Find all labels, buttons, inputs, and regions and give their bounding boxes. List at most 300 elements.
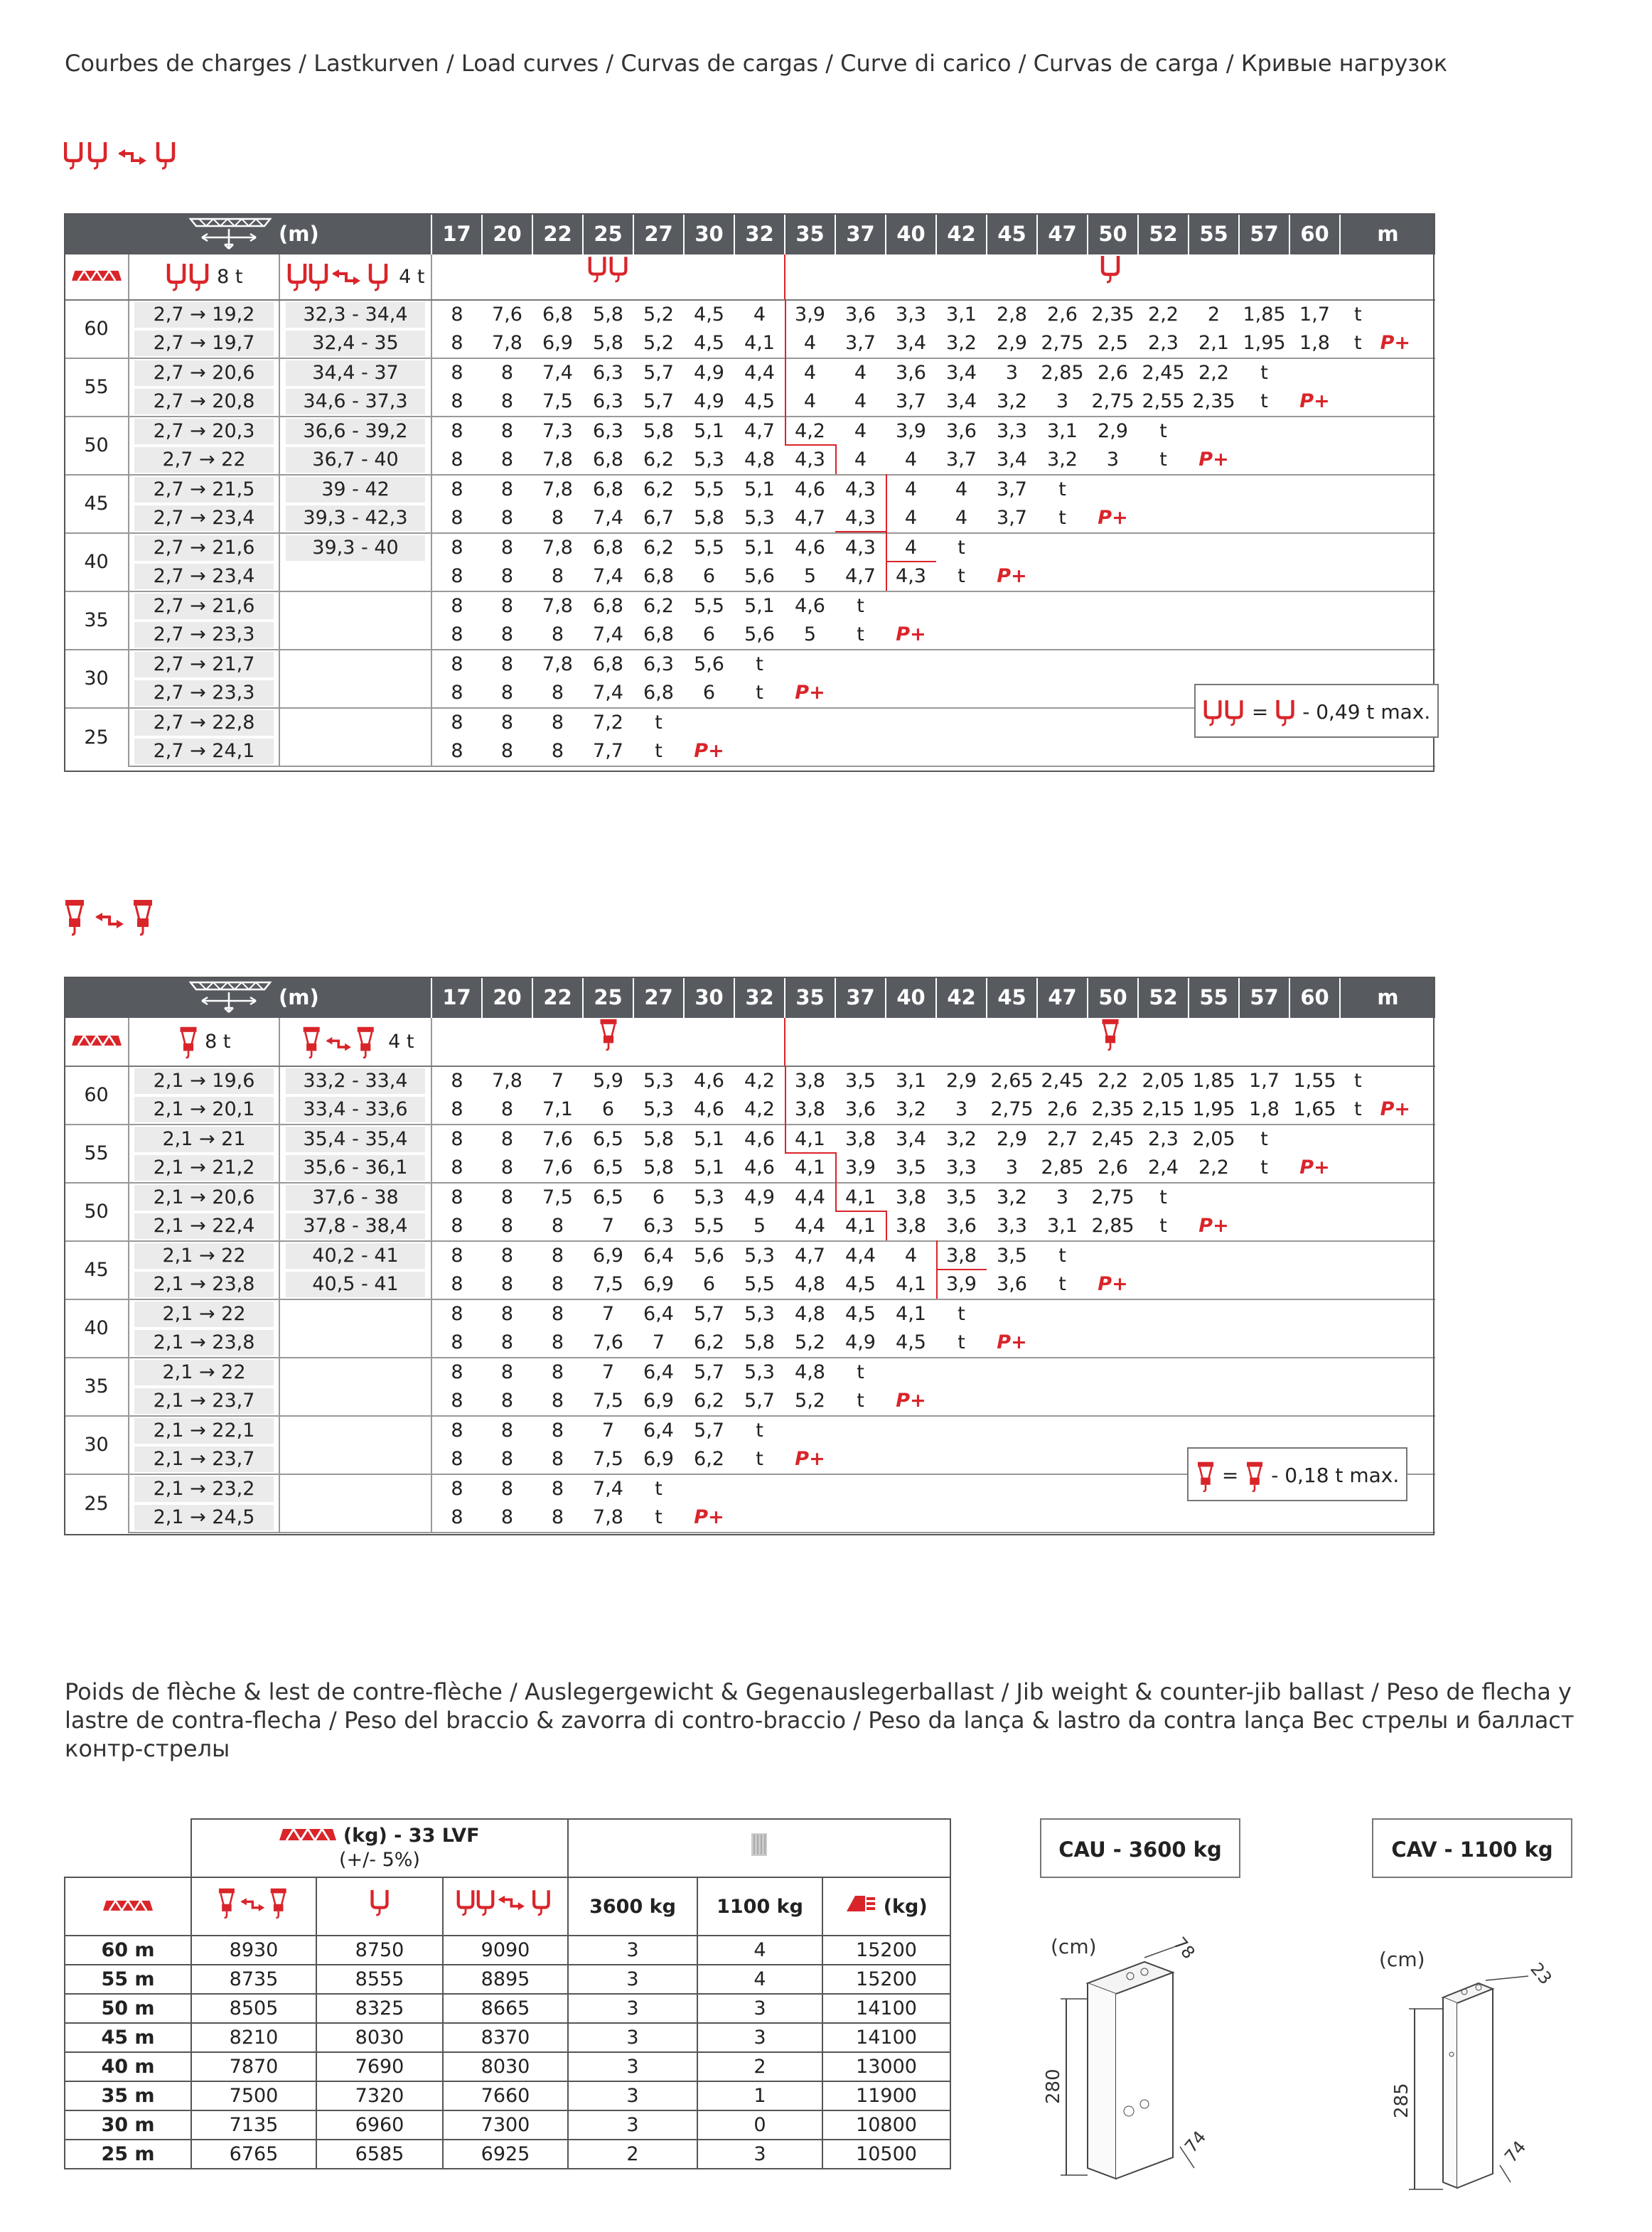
load-value: 8	[431, 1299, 482, 1329]
empty-cell	[1138, 562, 1189, 591]
load-value: 5,7	[684, 1416, 734, 1445]
table-row	[65, 650, 1435, 679]
load-value: 8	[451, 507, 463, 529]
empty-cell	[1138, 1474, 1189, 1503]
unit-m: m	[1340, 213, 1435, 254]
changeover-range-cell	[279, 1358, 431, 1387]
empty-cell	[1037, 1474, 1088, 1503]
load-value: 8	[431, 1416, 482, 1445]
load-value: 6,8	[643, 623, 674, 645]
table-row	[65, 621, 1435, 650]
power-plus-icon: P+	[1299, 1157, 1330, 1179]
load-value: 3,6	[936, 417, 987, 446]
empty-cell	[835, 708, 886, 737]
empty-cell	[987, 1474, 1037, 1503]
unit-t: t	[734, 1416, 785, 1445]
load-value: 8	[532, 708, 583, 737]
empty-cell	[886, 708, 936, 737]
empty-cell	[936, 621, 987, 650]
load-value: 2,3	[1138, 1125, 1189, 1154]
load-value: 6,8	[643, 682, 674, 704]
table-cell: 10800	[822, 2110, 950, 2140]
table-cell: 6925	[443, 2140, 568, 2169]
load-value: 1,7	[1239, 1066, 1289, 1095]
table-row	[65, 300, 1435, 329]
empty-cell	[1289, 562, 1340, 591]
empty-cell	[1289, 621, 1340, 650]
empty-cell	[1138, 1387, 1189, 1416]
load-value: 3,2	[987, 1183, 1037, 1212]
load-value: 8	[482, 1358, 532, 1387]
load-value: 4,1	[886, 1299, 936, 1329]
unit-t: t	[756, 682, 763, 704]
empty-cell	[1088, 1474, 1138, 1503]
trolley-range-value: 2,1 → 22	[134, 1243, 274, 1269]
load-value: 8	[451, 1215, 463, 1237]
load-value: 6,4	[633, 1416, 684, 1445]
load-value: 7,1	[542, 1098, 573, 1120]
empty-cell	[1289, 446, 1340, 475]
unit-t: t	[1354, 1098, 1362, 1120]
empty-cell	[987, 1387, 1037, 1416]
jib-length-header	[65, 1018, 129, 1066]
load-value: 6,2	[633, 533, 684, 562]
empty-cell	[1239, 621, 1289, 650]
load-value: 8	[482, 1503, 532, 1533]
load-value: 3,2	[1047, 449, 1078, 471]
table-row	[65, 1329, 1435, 1358]
table-cell: 8030	[316, 2023, 443, 2052]
trolley-range-cell	[129, 1241, 279, 1270]
unit-t: t	[1340, 1066, 1435, 1095]
empty-cell	[987, 650, 1037, 679]
trolley-range-value: 2,7 → 20,3	[134, 419, 274, 444]
load-value: 3,4	[886, 1125, 936, 1154]
jib-radius-icon	[188, 216, 273, 252]
load-value: 6,8	[583, 650, 633, 679]
empty-cell	[886, 1416, 936, 1445]
table-row	[65, 446, 1435, 475]
radius-20: 20	[482, 977, 532, 1018]
empty-cell	[1289, 417, 1340, 446]
load-8t-label: 8 t	[217, 265, 243, 288]
jib-length-col-header	[65, 1877, 191, 1936]
load-value: 7,8	[542, 449, 573, 471]
empty-cell	[1340, 650, 1435, 679]
load-value: 2,6	[1037, 300, 1088, 329]
load-value: 2,9	[997, 332, 1027, 354]
load-value: 6	[633, 1183, 684, 1212]
power-plus-icon: P+	[1380, 332, 1411, 354]
empty-cell	[1088, 1503, 1138, 1533]
changeover-range-cell	[279, 1445, 431, 1474]
load-value: 6,5	[583, 1183, 633, 1212]
load-value: 6,2	[694, 1448, 724, 1470]
load-value: 8	[431, 1358, 482, 1387]
load-value: 8	[551, 565, 564, 587]
load-value: 6,2	[633, 475, 684, 504]
load-value: 3,2	[997, 390, 1027, 412]
unit-t: t	[1354, 332, 1362, 354]
load-value: 6,8	[593, 449, 623, 471]
load-value: 2,6	[1047, 1098, 1078, 1120]
load-value: 2,45	[1088, 1125, 1138, 1154]
unit-t: t	[1260, 390, 1268, 412]
power-plus-icon: P+	[795, 1448, 825, 1470]
cau-ballast-drawing	[1038, 1933, 1265, 2225]
load-value: 5,2	[643, 332, 674, 354]
unit-t: t	[936, 1299, 987, 1329]
changeover-range-value: 37,8 - 38,4	[286, 1213, 425, 1239]
load-value: 3,7	[997, 507, 1027, 529]
radius-47: 47	[1037, 213, 1088, 254]
load-value: 8	[431, 533, 482, 562]
empty-cell	[936, 737, 987, 766]
table-row	[65, 1183, 1435, 1212]
jib-icon	[72, 1032, 122, 1048]
load-value: 5,5	[744, 1273, 775, 1295]
load-value: 2,15	[1142, 1098, 1185, 1120]
empty-cell	[987, 679, 1037, 708]
radius-60: 60	[1289, 213, 1340, 254]
load-value: 8	[482, 1183, 532, 1212]
changeover-range-value: 40,5 - 41	[286, 1272, 425, 1297]
trolley-range-value: 2,7 → 23,4	[134, 564, 274, 589]
load-value: 3,6	[886, 358, 936, 387]
empty-cell	[1289, 1358, 1340, 1387]
table-row	[65, 1212, 1435, 1241]
empty-cell	[835, 1503, 886, 1533]
double-single-hook-col-header	[443, 1877, 568, 1936]
empty-cell	[1088, 1416, 1138, 1445]
load-value: 6,5	[593, 1157, 623, 1179]
load-value: 8	[482, 1474, 532, 1503]
unit-t: t	[835, 591, 886, 621]
empty-cell	[987, 533, 1037, 562]
load-value: 8	[451, 565, 463, 587]
empty-cell	[1239, 1299, 1289, 1329]
empty-cell	[835, 1416, 886, 1445]
load-value: 5,8	[744, 1331, 775, 1353]
load-value: 8	[500, 682, 514, 704]
changeover-range-value: 36,7 - 40	[286, 447, 425, 473]
empty-cell	[1088, 533, 1138, 562]
empty-cell	[1189, 533, 1239, 562]
empty-cell	[1340, 1125, 1435, 1154]
empty-cell	[1138, 475, 1189, 504]
empty-cell	[1239, 1329, 1289, 1358]
trolley-range-value: 2,1 → 22	[134, 1302, 274, 1327]
load-value: 5,1	[734, 475, 785, 504]
load-value: 3,6	[946, 1215, 977, 1237]
unit-t: t	[1037, 1241, 1088, 1270]
load-value: 6,8	[583, 533, 633, 562]
load-value: 2,2	[1088, 1066, 1138, 1095]
empty-cell	[1289, 1503, 1340, 1533]
empty-cell	[936, 1474, 987, 1503]
load-value: 5,6	[744, 565, 775, 587]
empty-cell	[1189, 1358, 1239, 1387]
load-value: 3,1	[1037, 417, 1088, 446]
load-value: 1,7	[1289, 300, 1340, 329]
load-value: 3,9	[835, 1154, 886, 1183]
empty-cell	[1239, 417, 1289, 446]
empty-cell	[1340, 591, 1435, 621]
load-value: 3,5	[987, 1241, 1037, 1270]
table-row	[65, 737, 1435, 766]
table-cell: 8210	[191, 2023, 316, 2052]
changeover-range-cell	[279, 1154, 431, 1183]
unit-t: t	[1239, 358, 1289, 387]
load-value: 4,1	[785, 1125, 835, 1154]
empty-cell	[936, 1416, 987, 1445]
radius-37: 37	[835, 213, 886, 254]
load-value: 7,6	[482, 300, 532, 329]
empty-cell	[1289, 1299, 1340, 1329]
load-value: 8	[551, 1331, 564, 1353]
empty-cell	[1189, 1416, 1239, 1445]
load-value: 4	[835, 417, 886, 446]
changeover-range-value: 33,2 - 33,4	[286, 1068, 425, 1094]
empty-cell	[1340, 475, 1435, 504]
load-value: 8	[500, 449, 514, 471]
load-value: 3	[1106, 449, 1120, 471]
radius-52: 52	[1138, 977, 1189, 1018]
jib-radius-icon	[188, 980, 273, 1015]
changeover-range-cell	[279, 591, 431, 621]
load-value: 5,2	[633, 300, 684, 329]
load-value: 8	[482, 1299, 532, 1329]
table-row	[65, 417, 1435, 446]
empty-cell	[1340, 1241, 1435, 1270]
trolley-range-cell	[129, 358, 279, 387]
empty-cell	[886, 1358, 936, 1387]
table-row	[65, 387, 1435, 417]
load-value: 5,1	[734, 591, 785, 621]
unit-t: t	[835, 1358, 886, 1387]
load-value: 4	[886, 504, 936, 533]
load-value: 4	[936, 475, 987, 504]
load-value: 2,35	[1088, 300, 1138, 329]
load-value: 4,1	[896, 1273, 926, 1295]
empty-cell	[1189, 475, 1239, 504]
load-value: 5,7	[633, 358, 684, 387]
trolley-range-cell	[129, 737, 279, 766]
load-value: 8	[551, 682, 564, 704]
load-value: 8	[500, 1390, 514, 1412]
load-value: 8	[532, 737, 583, 766]
load-value: 3,2	[946, 332, 977, 354]
table-row	[65, 358, 1435, 387]
changeover-range-cell	[279, 504, 431, 533]
table-cell: 2	[697, 2052, 822, 2081]
empty-cell	[1189, 1387, 1239, 1416]
load-value: 2,6	[1098, 1157, 1128, 1179]
load-value: 5,5	[684, 475, 734, 504]
table-cell: 3	[568, 2110, 697, 2140]
load-value: 7,4	[593, 623, 623, 645]
load-value: 3,7	[845, 332, 876, 354]
empty-cell	[1037, 679, 1088, 708]
single-trolley-icon	[1100, 1018, 1121, 1051]
empty-cell	[734, 1503, 785, 1533]
empty-cell	[1289, 1212, 1340, 1241]
load-value: 8	[451, 682, 463, 704]
load-value: 5,1	[694, 1157, 724, 1179]
empty-cell	[1088, 737, 1138, 766]
changeover-range-cell	[279, 1183, 431, 1212]
radius-35: 35	[785, 213, 835, 254]
empty-cell	[1037, 1358, 1088, 1387]
load-value: 4	[785, 387, 835, 417]
power-plus-icon: P+	[896, 1390, 926, 1412]
load-value: 3,4	[946, 390, 977, 412]
load-value: 2,2	[1189, 358, 1239, 387]
trolley-range-value: 2,7 → 21,6	[134, 535, 274, 561]
table-cell: 8370	[443, 2023, 568, 2052]
jib-length-cell: 55	[65, 1125, 129, 1183]
table-cell: 11900	[822, 2081, 950, 2110]
load-value: 4,1	[795, 1157, 825, 1179]
load-value: 2,35	[1192, 390, 1235, 412]
table-cell: 7500	[191, 2081, 316, 2110]
load-value: 1,95	[1243, 332, 1286, 354]
empty-cell	[1289, 1329, 1340, 1358]
empty-cell	[1289, 1387, 1340, 1416]
load-value: 2,35	[1091, 1098, 1135, 1120]
empty-cell	[1189, 1299, 1239, 1329]
unit-t: t	[633, 737, 684, 766]
cau-label: CAU - 3600 kg	[1040, 1818, 1240, 1878]
trolley-range-value: 2,1 → 22,1	[134, 1418, 274, 1444]
power-plus-icon: P+	[684, 737, 734, 766]
load-value: 2,9	[987, 1125, 1037, 1154]
load-value: 7	[583, 1299, 633, 1329]
load-value: 4,5	[835, 1299, 886, 1329]
load-value: 4,7	[785, 1241, 835, 1270]
load-value: 6,3	[643, 1215, 674, 1237]
load-value: 8	[482, 1416, 532, 1445]
empty-cell	[1289, 650, 1340, 679]
table-cell: 8505	[191, 1994, 316, 2023]
load-value: 4,4	[734, 358, 785, 387]
load-value: 6,2	[643, 449, 674, 471]
table-cell: 9090	[443, 1936, 568, 1965]
empty-cell	[1189, 562, 1239, 591]
empty-cell	[1088, 708, 1138, 737]
load-value: 5,2	[795, 1331, 825, 1353]
empty-cell	[1037, 1445, 1088, 1474]
jib-length: 40 m	[65, 2052, 191, 2081]
cau-depth: 74	[1181, 2127, 1211, 2157]
power-plus-icon: P+	[997, 565, 1027, 587]
empty-cell	[1088, 1387, 1138, 1416]
load-value: 7,5	[532, 1183, 583, 1212]
load-value: 4,1	[744, 332, 775, 354]
trolley-range-cell	[129, 1212, 279, 1241]
load-value: 7,4	[593, 507, 623, 529]
load-value: 3,6	[845, 1098, 876, 1120]
trolley-range-cell	[129, 1329, 279, 1358]
double-hook-note: = - 0,49 t max.	[1194, 684, 1439, 738]
changeover-range-value: 34,4 - 37	[286, 360, 425, 386]
load-value: 5,1	[734, 533, 785, 562]
jib-length-cell: 30	[65, 650, 129, 708]
radius-55: 55	[1189, 213, 1239, 254]
empty-cell	[1088, 650, 1138, 679]
changeover-range-value: 39,3 - 42,3	[286, 505, 425, 531]
empty-cell	[1037, 650, 1088, 679]
load-value: 4,7	[795, 507, 825, 529]
jib-weight-header	[191, 1819, 568, 1877]
empty-cell	[936, 1503, 987, 1533]
load-value: 4,2	[744, 1098, 775, 1120]
table-cell: 8665	[443, 1994, 568, 2023]
load-value: 3,2	[936, 1125, 987, 1154]
changeover-range-cell	[279, 1503, 431, 1533]
radius-37: 37	[835, 977, 886, 1018]
load-value: 6,8	[583, 475, 633, 504]
load-value: 4,3	[886, 562, 936, 591]
radius-25: 25	[583, 213, 633, 254]
load-value: 5,7	[744, 1390, 775, 1412]
load-value: 2,3	[1148, 332, 1179, 354]
changeover-range-value: 34,6 - 37,3	[286, 389, 425, 414]
load-value: 6,3	[583, 358, 633, 387]
trolley-range-cell	[129, 1154, 279, 1183]
changeover-range-value: 32,4 - 35	[286, 331, 425, 356]
empty-cell	[1239, 1387, 1289, 1416]
empty-cell	[1340, 446, 1435, 475]
note-text: - 0,18 t max.	[1271, 1464, 1400, 1487]
trolley-range-value: 2,7 → 19,7	[134, 331, 274, 356]
empty-cell	[1088, 475, 1138, 504]
load-value: 8	[482, 533, 532, 562]
empty-cell	[987, 1299, 1037, 1329]
table-cell: 7870	[191, 2052, 316, 2081]
trolley-range-value: 2,1 → 19,6	[134, 1068, 274, 1094]
empty-cell	[835, 679, 886, 708]
table-cell: 4	[697, 1965, 822, 1994]
double-hook-icon	[166, 262, 211, 292]
empty-cell	[936, 1358, 987, 1387]
trolley-range-cell	[129, 1445, 279, 1474]
trolley-range-cell	[129, 1474, 279, 1503]
table-cell: 3	[697, 2023, 822, 2052]
trolley-range-cell	[129, 417, 279, 446]
jib-length-cell: 40	[65, 533, 129, 591]
load-value: 8	[431, 1183, 482, 1212]
empty-cell	[1239, 1503, 1289, 1533]
load-value: 5,6	[744, 623, 775, 645]
load-value: 3,4	[936, 358, 987, 387]
load-value: 5,8	[694, 507, 724, 529]
empty-cell	[1088, 1329, 1138, 1358]
load-value: 7,8	[482, 1066, 532, 1095]
load-value: 8	[500, 1448, 514, 1470]
trolley-range-value: 2,7 → 23,3	[134, 622, 274, 648]
empty-cell	[1088, 679, 1138, 708]
empty-cell	[1289, 1125, 1340, 1154]
table-row	[65, 533, 1435, 562]
jib-length-cell: 25	[65, 708, 129, 766]
unit-t: t	[936, 533, 987, 562]
load-value: 5,5	[684, 533, 734, 562]
empty-cell	[1340, 417, 1435, 446]
radius-25: 25	[583, 977, 633, 1018]
changeover-range-cell	[279, 446, 431, 475]
trolley-range-value: 2,1 → 20,6	[134, 1185, 274, 1211]
